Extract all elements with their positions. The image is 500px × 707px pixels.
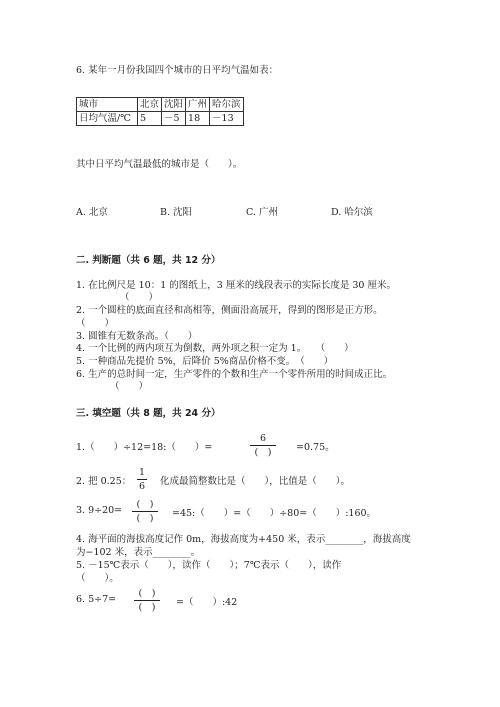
fraction-denominator: ( ) <box>136 513 154 524</box>
fraction-denominator: ( ) <box>254 447 272 458</box>
judge-item-4: 4. 一个比例的两内项互为倒数，两外项之积一定为 1。 （ ） <box>76 343 354 354</box>
table-cell: 北京 <box>138 98 162 112</box>
option-a[interactable]: A. 北京 <box>76 207 108 218</box>
judge-answer-blank[interactable]: （ ） <box>76 318 115 329</box>
fraction-numerator: 1 <box>138 467 146 478</box>
table-cell: 广州 <box>186 98 210 112</box>
judge-item-5: 5. 一种商品先提价 5%，后降价 5%商品价格不变。 （ ） <box>76 356 334 367</box>
table-header-row <box>77 98 244 112</box>
judge-item-3: 3. 圆锥有无数条高。（ ） <box>76 331 198 342</box>
table-cell: 城市 <box>77 98 138 112</box>
fill-q6-part2: =（ ）:42 <box>176 597 238 608</box>
fill-q6-part1: 6. 5÷7= <box>76 594 117 605</box>
judge-answer-blank[interactable]: （ ） <box>110 381 149 392</box>
fill-q3-part2: =45:（ ）=（ ）÷80=（ ）:160。 <box>172 508 377 519</box>
option-c[interactable]: C. 广州 <box>246 207 278 218</box>
judge-item-1: 1. 在比例尺是 10：1 的图纸上，3 厘米的线段表示的实际长度是 30 厘米。 <box>76 280 396 291</box>
section3-heading: 三. 填空题（共 8 题，共 24 分） <box>76 408 221 419</box>
fraction-numerator: 6 <box>259 433 267 444</box>
fill-q4-line1: 4. 海平面的海拔高度记作 0m，海拔高度为+450 米，表示________，海拔高度 <box>76 534 411 545</box>
fraction <box>250 433 276 458</box>
fill-q1-part2: =0.75。 <box>296 442 335 453</box>
fraction-bar <box>132 511 158 512</box>
table-cell: 5 <box>138 112 162 126</box>
table-cell: 18 <box>186 112 210 126</box>
fraction-bar <box>250 445 276 446</box>
temperature-table <box>76 97 244 126</box>
q6-title: 6. 某年一月份我国四个城市的日平均气温如表： <box>76 65 279 76</box>
table-cell: －13 <box>210 112 244 126</box>
table-cell: 哈尔滨 <box>210 98 244 112</box>
table-cell: －5 <box>162 112 186 126</box>
fraction <box>134 588 160 613</box>
fraction-bar <box>137 479 147 480</box>
section2-heading: 二. 判断题（共 6 题，共 12 分） <box>76 255 221 266</box>
fill-q2-part2: 化成最简整数比是（ ），比值是（ ）。 <box>160 476 351 487</box>
judge-answer-blank[interactable]: （ ） <box>120 292 159 303</box>
fill-q2-part1: 2. 把 0.25： <box>76 476 132 487</box>
fill-q5-line1: 5. －15℃表示（ ），读作（ ）；7℃表示（ ），读作 <box>76 560 342 571</box>
fraction-numerator: ( ) <box>138 588 156 599</box>
table-cell: 沈阳 <box>162 98 186 112</box>
table-cell: 日均气温/℃ <box>77 112 138 126</box>
table-row <box>77 112 244 126</box>
fraction <box>137 467 147 492</box>
judge-item-2: 2. 一个圆柱的底面直径和高相等，侧面沿高展开，得到的图形是正方形。 <box>76 305 383 316</box>
fraction-denominator: 6 <box>138 481 146 492</box>
fraction-denominator: ( ) <box>138 602 156 613</box>
fill-q5-line2: （ ）。 <box>76 573 119 584</box>
fill-q3-part1: 3. 9÷20= <box>76 505 123 516</box>
fill-q1-part1: 1.（ ）÷12=18:（ ）= <box>76 442 213 453</box>
judge-item-6: 6. 生产的总时间一定，生产零件的个数和生产一个零件所用的时间成正比。 <box>76 369 393 380</box>
fill-q4-line2: 为−102 米，表示________。 <box>76 547 201 558</box>
fraction-bar <box>134 600 160 601</box>
option-b[interactable]: B. 沈阳 <box>160 207 193 218</box>
option-d[interactable]: D. 哈尔滨 <box>331 207 373 218</box>
fraction <box>132 499 158 524</box>
q6-question: 其中日平均气温最低的城市是（ ）。 <box>76 159 243 170</box>
fraction-numerator: ( ) <box>136 499 154 510</box>
